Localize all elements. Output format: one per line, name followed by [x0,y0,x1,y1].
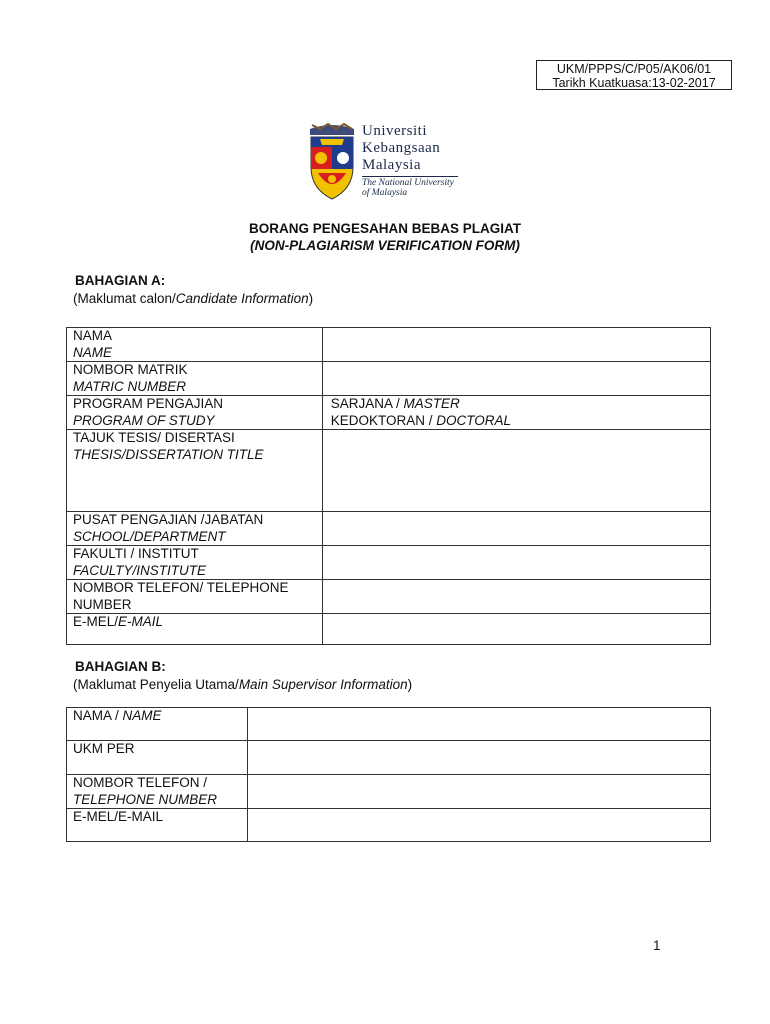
program-option-master[interactable]: SARJANA / MASTER [330,396,460,411]
crest-icon [306,123,358,203]
program-label-cell: PROGRAM PENGAJIAN PROGRAM OF STUDY [67,396,323,430]
logo-line-3: Malaysia [362,157,421,173]
candidate-phone-field[interactable] [322,580,710,614]
faculty-label-cell: FAKULTI / INSTITUT FACULTY/INSTITUTE [67,546,323,580]
phone-label-cell: NOMBOR TELEFON/ TELEPHONE NUMBER [67,580,323,614]
thesis-title-field[interactable] [322,430,710,512]
email-label-cell: E-MEL/E-MAIL [67,614,323,645]
table-row [67,328,711,362]
matric-label-cell: NOMBOR MATRIK MATRIC NUMBER [67,362,323,396]
table-row [67,741,711,775]
candidate-email-field[interactable] [322,614,710,645]
school-label-cell: PUSAT PENGAJIAN /JABATAN SCHOOL/DEPARTMENT [67,512,323,546]
form-title: BORANG PENGESAHAN BEBAS PLAGIAT [248,221,522,236]
supervisor-email-field[interactable] [247,809,710,842]
logo-line-1: Universiti [362,123,427,139]
logo-line-2: Kebangsaan [362,140,441,156]
table-row [67,809,711,842]
table-row [67,580,711,614]
logo-subtitle-2: of Malaysia [362,188,408,198]
ukm-per-field[interactable] [247,741,710,775]
thesis-label-cell: TAJUK TESIS/ DISERTASI THESIS/DISSERTATION TITLE [67,430,323,512]
table-row [67,512,711,546]
logo-subtitle-1: The National University [362,178,454,188]
effective-date: Tarikh Kuatkuasa:13-02-2017 [552,76,716,90]
university-logo [306,123,456,203]
candidate-info-table [66,327,711,645]
table-row [67,614,711,645]
supervisor-name-field[interactable] [247,708,710,741]
document-code: UKM/PPPS/C/P05/AK06/01 [556,62,712,76]
program-of-study-field[interactable] [322,396,710,430]
table-row [67,775,711,809]
ukm-per-label-cell: UKM PER [67,741,248,775]
candidate-name-field[interactable] [322,328,710,362]
section-a-heading: BAHAGIAN A: [75,273,166,288]
table-row [67,362,711,396]
table-row [67,546,711,580]
table-row [67,430,711,512]
university-wordmark [362,123,458,198]
supervisor-info-table [66,707,711,842]
supervisor-phone-label-cell: NOMBOR TELEFON / TELEPHONE NUMBER [67,775,248,809]
matric-number-field[interactable] [322,362,710,396]
faculty-institute-field[interactable] [322,546,710,580]
page-number: 1 [653,938,661,953]
supervisor-name-label-cell: NAMA / NAME [67,708,248,741]
section-b-heading: BAHAGIAN B: [75,659,166,674]
form-title-english: (NON-PLAGIARISM VERIFICATION FORM) [250,238,520,253]
document-code-box [536,60,732,90]
section-a-subtitle: (Maklumat calon/Candidate Information) [73,291,314,306]
logo-rule [362,176,458,177]
supervisor-email-label-cell: E-MEL/E-MAIL [67,809,248,842]
name-label-cell: NAMA NAME [67,328,323,362]
section-b-subtitle: (Maklumat Penyelia Utama/Main Supervisor Information) [73,677,413,692]
program-option-doctoral[interactable]: KEDOKTORAN / DOCTORAL [330,412,512,428]
school-department-field[interactable] [322,512,710,546]
table-row [67,708,711,741]
supervisor-phone-field[interactable] [247,775,710,809]
table-row [67,396,711,430]
